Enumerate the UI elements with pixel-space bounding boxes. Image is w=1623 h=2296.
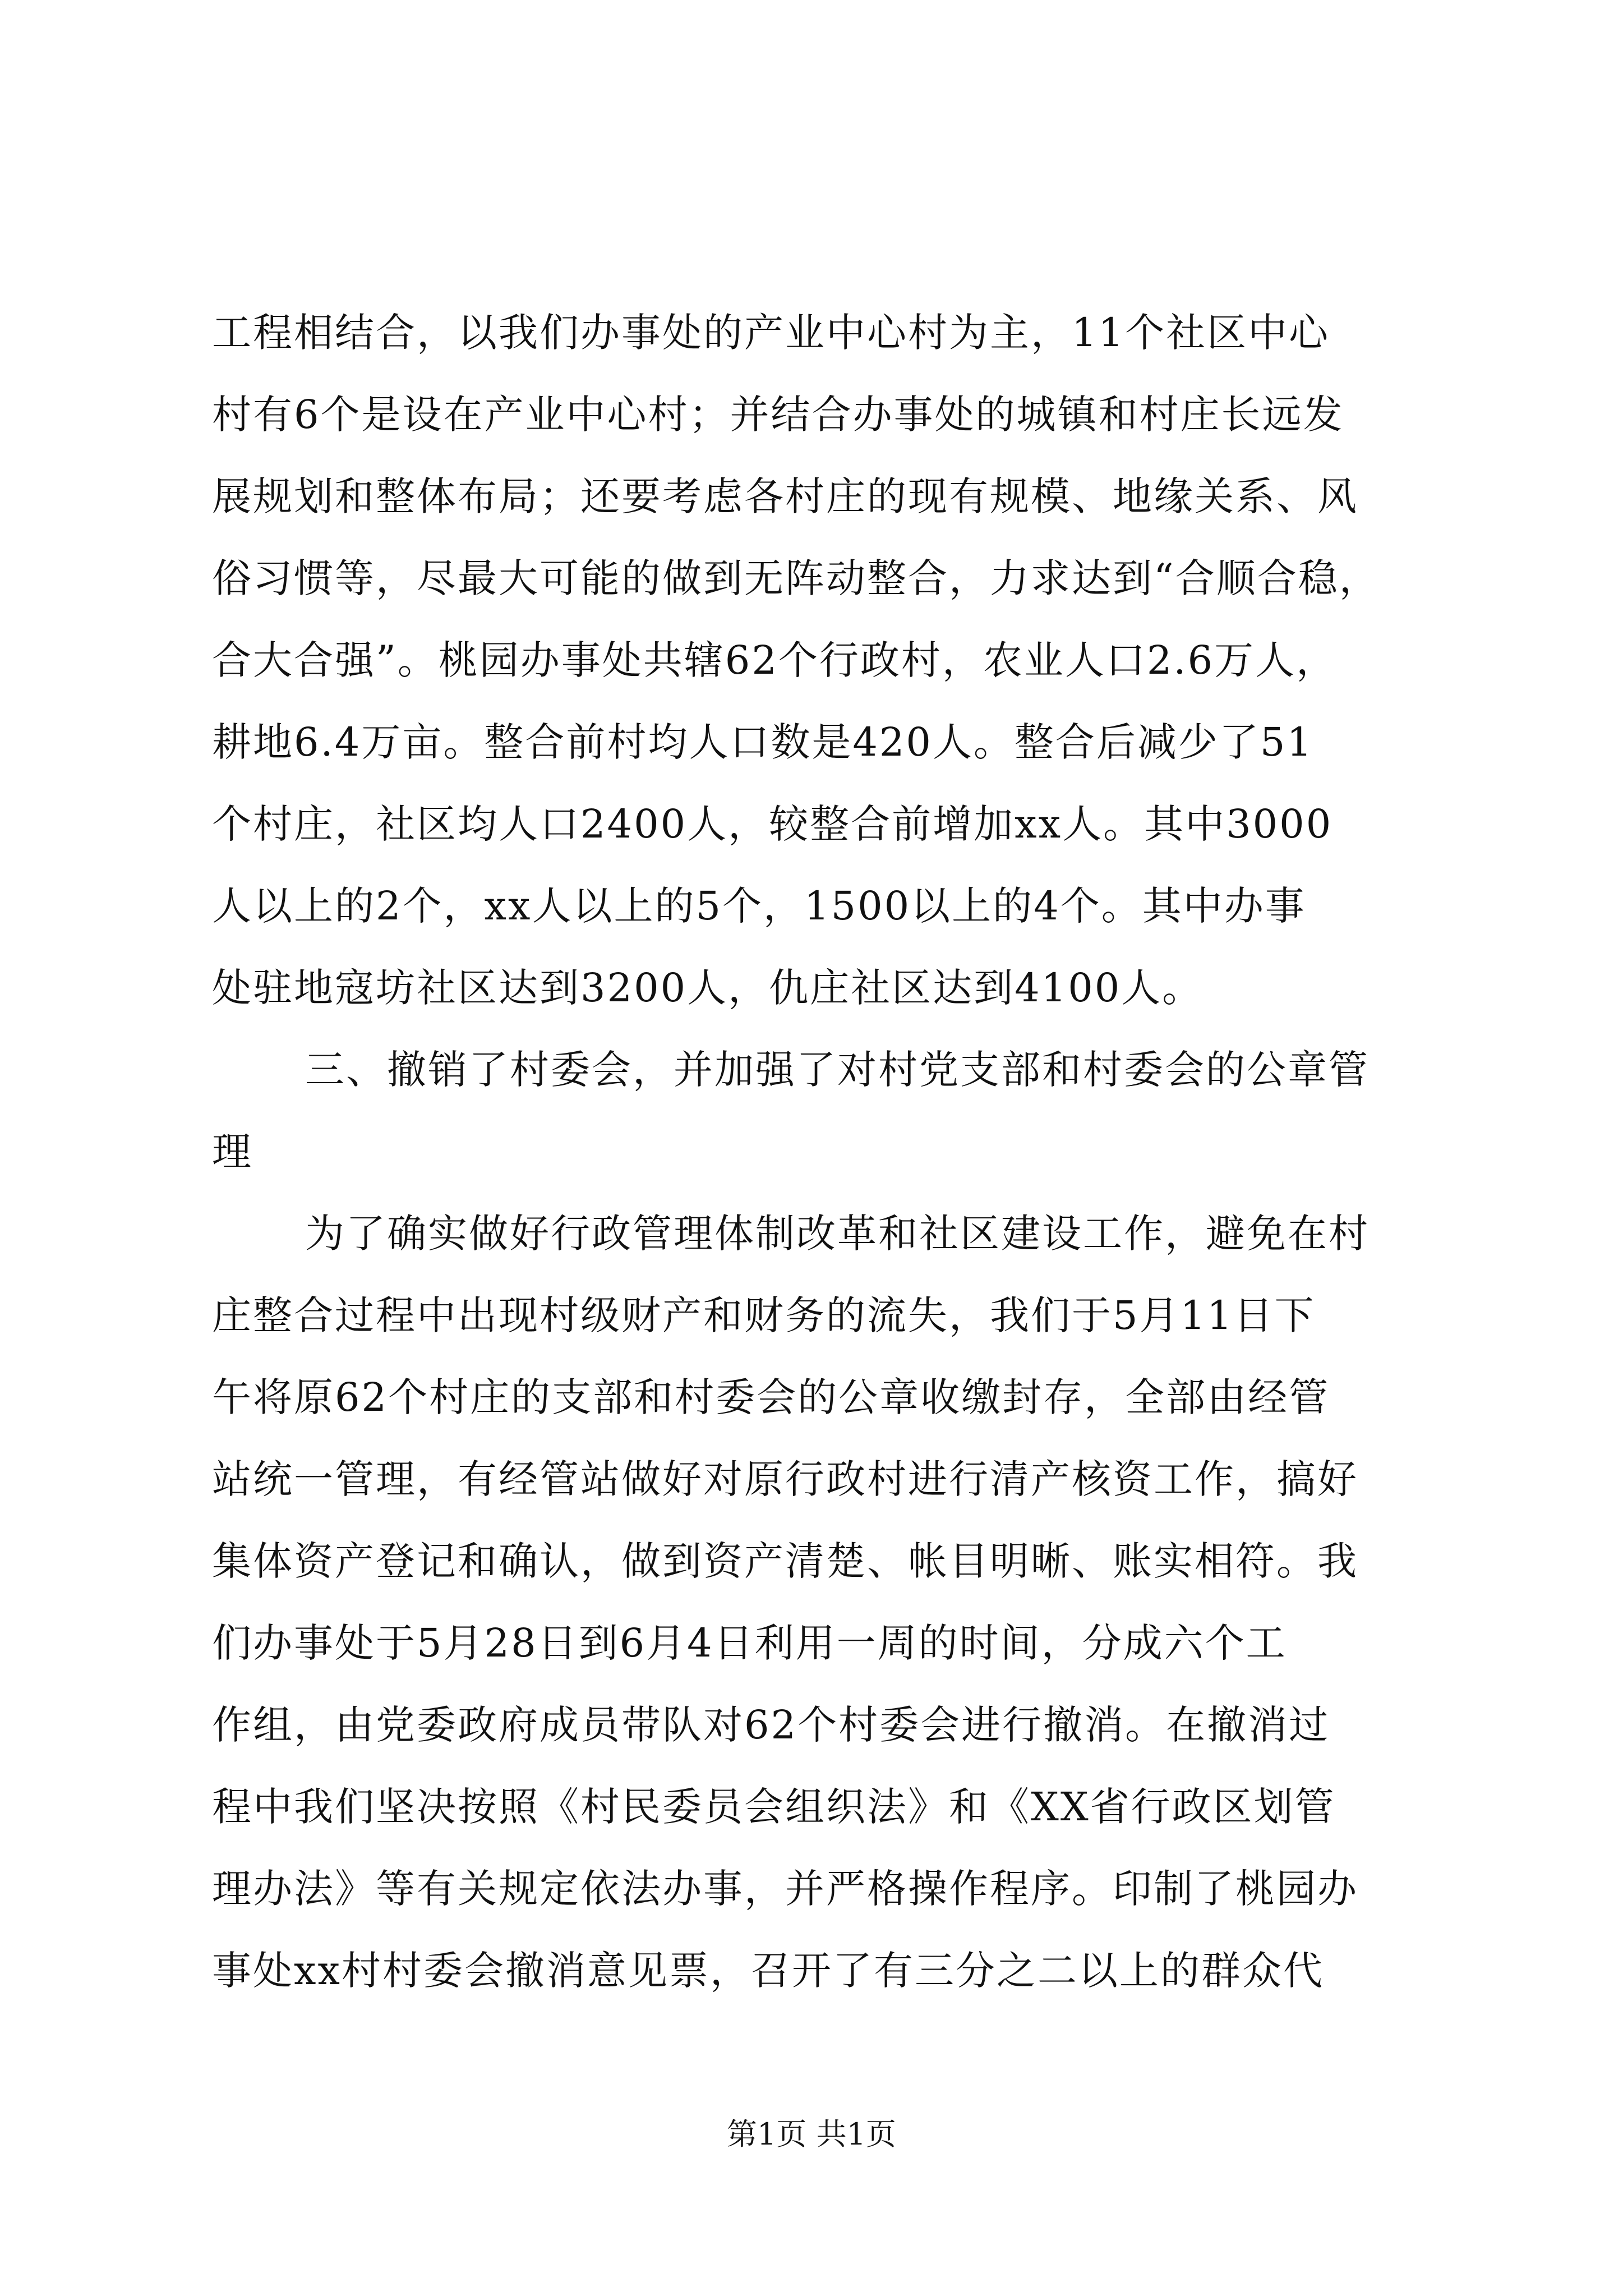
section-heading-line: 三、撤销了村委会，并加强了对村党支部和村委会的公章管 [305,1047,1370,1093]
text-line: 人以上的2个，xx人以上的5个，1500以上的4个。其中办事 [212,883,1306,929]
text-line: 展规划和整体布局；还要考虑各村庄的现有规模、地缘关系、风 [212,473,1358,519]
text-line: 村有6个是设在产业中心村；并结合办事处的城镇和村庄长远发 [212,392,1344,438]
text-line: 耕地6.4万亩。整合前村均人口数是420人。整合后减少了51 [212,719,1314,765]
text-line: 午将原62个村庄的支部和村委会的公章收缴封存，全部由经管 [212,1374,1330,1420]
text-line: 为了确实做好行政管理体制改革和社区建设工作，避免在村 [305,1211,1370,1257]
text-line: 处驻地寇坊社区达到3200人，仇庄社区达到4100人。 [212,965,1204,1011]
text-line: 理办法》等有关规定依法办事，并严格操作程序。印制了桃园办 [212,1866,1358,1912]
text-line: 俗习惯等，尽最大可能的做到无阵动整合，力求达到“合顺合稳， [212,555,1380,601]
text-line: 作组，由党委政府成员带队对62个村委会进行撤消。在撤消过 [212,1702,1330,1748]
text-line: 工程相结合，以我们办事处的产业中心村为主，11个社区中心 [212,310,1330,356]
text-line: 个村庄，社区均人口2400人，较整合前增加xx人。其中3000 [212,801,1333,847]
text-line: 程中我们坚决按照《村民委员会组织法》和《XX省行政区划管 [212,1784,1336,1830]
page-footer: 第1页 共1页 [727,2116,896,2152]
text-line: 事处xx村村委会撤消意见票，召开了有三分之二以上的群众代 [212,1948,1324,1994]
text-line: 们办事处于5月28日到6月4日利用一周的时间，分成六个工 [212,1620,1287,1666]
section-heading-line: 理 [212,1129,253,1175]
document-body [212,292,1412,2012]
text-line: 合大合强”。桃园办事处共辖62个行政村，农业人口2.6万人， [212,637,1338,683]
text-line: 庄整合过程中出现村级财产和财务的流失，我们于5月11日下 [212,1292,1316,1338]
text-line: 站统一管理，有经管站做好对原行政村进行清产核资工作，搞好 [212,1456,1358,1502]
text-line: 集体资产登记和确认，做到资产清楚、帐目明晰、账实相符。我 [212,1538,1358,1584]
